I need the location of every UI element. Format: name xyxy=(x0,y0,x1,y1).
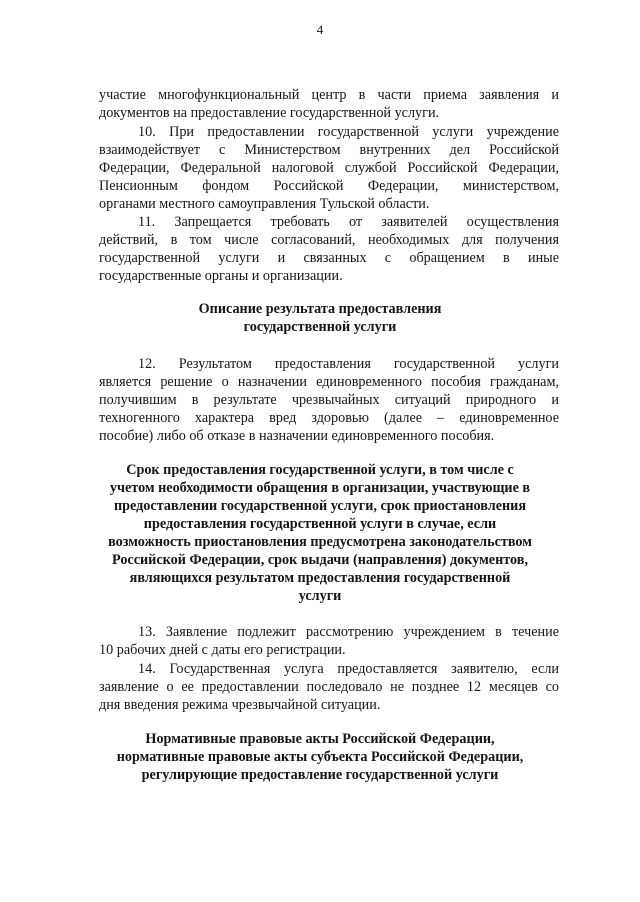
text-line: 12. Результатом предоставления государственной услуги xyxy=(138,356,559,372)
text-line: получившим в результате чрезвычайных ситуаций природного и xyxy=(99,392,559,408)
text-line: Пенсионным фондом Российской Федерации, министерством, xyxy=(99,178,559,194)
text-line: заявление о ее предоставлении последовало не позднее 12 месяцев со xyxy=(99,679,559,695)
section-heading: Описание результата предоставления xyxy=(198,301,442,317)
text-line: пособие) либо об отказе в назначении единовременного пособия. xyxy=(99,428,495,444)
text-line: государственной услуги и связанных с обращением в иные xyxy=(99,250,559,266)
section-heading: возможность приостановления предусмотрена законодательством xyxy=(108,534,532,550)
text-line: государственные органы и организации. xyxy=(99,268,343,284)
section-heading: предоставлении государственной услуги, срок приостановления xyxy=(113,498,527,514)
section-heading: Российской Федерации, срок выдачи (направления) документов, xyxy=(112,552,528,568)
text-line: техногенного характера вред здоровью (далее – единовременное xyxy=(99,410,559,426)
text-line: 11. Запрещается требовать от заявителей осуществления xyxy=(138,214,559,230)
text-line: Федерации, Федеральной налоговой службой Российской Федерации, xyxy=(99,160,559,176)
section-heading: Нормативные правовые акты Российской Федерации, xyxy=(145,731,495,747)
text-line: 13. Заявление подлежит рассмотрению учреждением в течение xyxy=(138,624,559,640)
text-line: органами местного самоуправления Тульской области. xyxy=(99,196,430,212)
text-line: действий, в том числе согласований, необходимых для получения xyxy=(99,232,559,248)
text-line: 14. Государственная услуга предоставляется заявителю, если xyxy=(138,661,559,677)
section-heading: услуги xyxy=(298,588,342,604)
section-heading: нормативные правовые акты субъекта Российской Федерации, xyxy=(116,749,524,765)
text-line: 10. При предоставлении государственной услуги учреждение xyxy=(138,124,559,140)
text-line: взаимодействует с Министерством внутренних дел Российской xyxy=(99,142,559,158)
page-number: 4 xyxy=(316,22,324,37)
section-heading: государственной услуги xyxy=(243,319,397,335)
text-line: является решение о назначении единовременного пособия гражданам, xyxy=(99,374,559,390)
section-heading: являющихся результатом предоставления государственной xyxy=(129,570,511,586)
text-line: 10 рабочих дней с даты его регистрации. xyxy=(99,642,346,658)
text-line: дня введения режима чрезвычайной ситуации. xyxy=(99,697,381,713)
section-heading: Срок предоставления государственной услуги, в том числе с xyxy=(126,462,514,478)
section-heading: учетом необходимости обращения в организации, участвующие в xyxy=(109,480,531,496)
section-heading: предоставления государственной услуги в случае, если xyxy=(143,516,497,532)
text-line: участие многофункциональный центр в части приема заявления и xyxy=(99,87,559,103)
text-line: документов на предоставление государственной услуги. xyxy=(99,105,440,121)
section-heading: регулирующие предоставление государственной услуги xyxy=(141,767,499,783)
